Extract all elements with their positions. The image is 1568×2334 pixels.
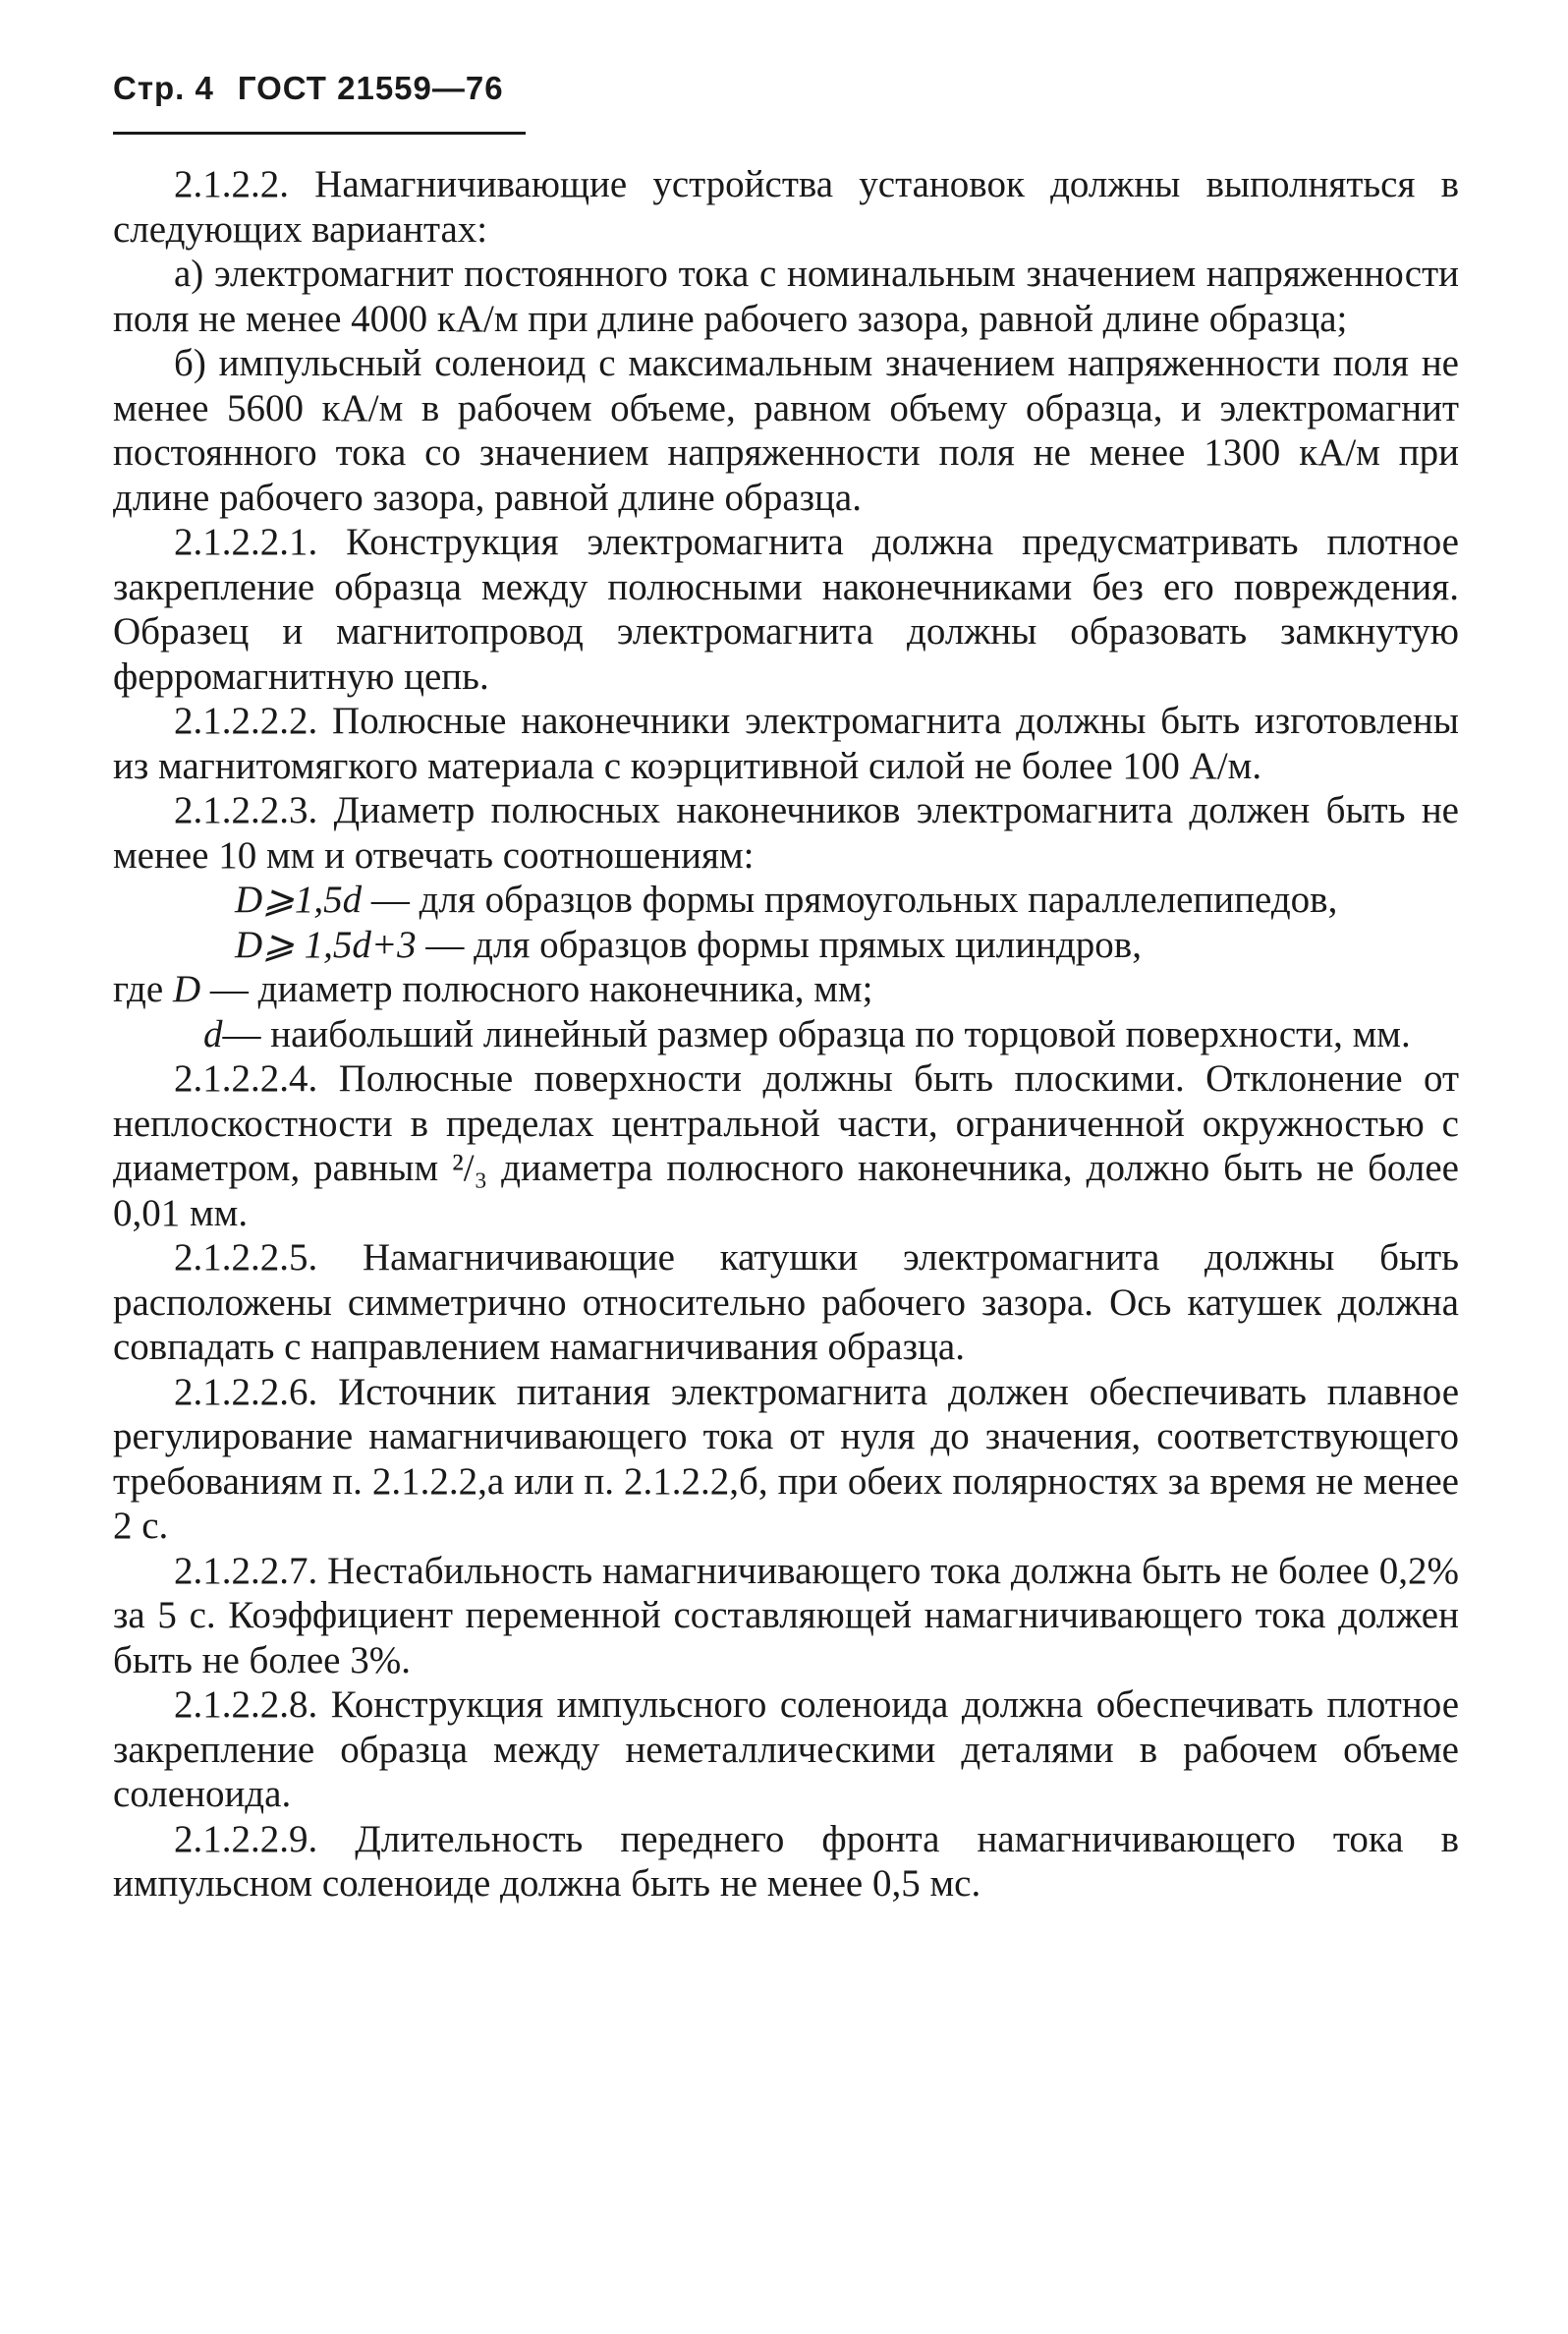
document-page: [113, 59, 1459, 1907]
where-D-symbol: D: [172, 968, 201, 1010]
formula-1-math: D⩾1,5d: [235, 879, 363, 921]
where-d-line: [113, 1012, 1459, 1057]
header-rule: [113, 132, 526, 135]
document-body: [113, 162, 1459, 1907]
paragraph-2-1-2-2-1: 2.1.2.2.1. Конструкция электромагнита должна предусматривать плотное закрепление образца между полюсными наконечниками без его повреждения. Образец и магнитопровод электромагнита должны образовать замкнутую ферромагнитную цепь.: [113, 521, 1459, 698]
paragraph-2-1-2-2-8: 2.1.2.2.8. Конструкция импульсного соленоида должна обеспечивать плотное закрепление образца между неметаллическими деталями в рабочем объеме соленоида.: [113, 1683, 1459, 1815]
paragraph-2-1-2-2-3: 2.1.2.2.3. Диаметр полюсных наконечников электромагнита должен быть не менее 10 мм и отвечать соотношениям:: [113, 789, 1459, 877]
where-label: где: [113, 968, 173, 1010]
paragraph-variant-a: а) электромагнит постоянного тока с номинальным значением напряженности поля не менее 4000 кА/м при длине рабочего зазора, равной длине образца;: [113, 253, 1459, 340]
where-d-text: — наибольший линейный размер образца по торцовой поверхности, мм.: [222, 1012, 1411, 1055]
paragraph-2-1-2-2-4: 2.1.2.2.4. Полюсные поверхности должны быть плоскими. Отклонение от неплоскостности в пределах центральной части, ограниченной окружностью с диаметром, равным ²/₃ диаметра полюсного наконечника, должно быть не более 0,01 мм.: [113, 1057, 1459, 1234]
paragraph-2-1-2-2: 2.1.2.2. Намагничивающие устройства установок должны выполняться в следующих вариантах:: [113, 163, 1459, 251]
paragraph-2-1-2-2-5: 2.1.2.2.5. Намагничивающие катушки электромагнита должны быть расположены симметрично относительно рабочего зазора. Ось катушек должна совпадать с направлением намагничивания образца.: [113, 1236, 1459, 1368]
paragraph-2-1-2-2-2: 2.1.2.2.2. Полюсные наконечники электромагнита должны быть изготовлены из магнитомягкого материала с коэрцитивной силой не более 100 А/м.: [113, 700, 1459, 787]
where-d-symbol: d: [203, 1012, 223, 1055]
where-D-text: — диаметр полюсного наконечника, мм;: [200, 968, 873, 1010]
paragraph-2-1-2-2-9: 2.1.2.2.9. Длительность переднего фронта намагничивающего тока в импульсном соленоиде должна быть не менее 0,5 мс.: [113, 1817, 1459, 1905]
standard-id: ГОСТ 21559—76: [237, 70, 504, 106]
formula-2-math: D⩾ 1,5d+3: [235, 923, 417, 966]
where-D-line: [113, 967, 1459, 1012]
formula-cylinder: [113, 923, 1459, 968]
formula-2-text: — для образцов формы прямых цилиндров,: [416, 923, 1142, 966]
paragraph-2-1-2-2-7: 2.1.2.2.7. Нестабильность намагничивающего тока должна быть не более 0,2% за 5 с. Коэффициент переменной составляющей намагничивающего тока должен быть не более 3%.: [113, 1549, 1459, 1681]
page-number: Стр. 4: [113, 70, 214, 106]
paragraph-variant-b: б) импульсный соленоид с максимальным значением напряженности поля не менее 5600 кА/м в рабочем объеме, равном объему образца, и электромагнит постоянного тока со значением напряженности поля не менее 1300 кА/м при длине рабочего зазора, равной длине образца.: [113, 342, 1459, 519]
formula-parallelepiped: [113, 878, 1459, 923]
formula-1-text: — для образцов формы прямоугольных параллелепипедов,: [362, 879, 1338, 921]
paragraph-2-1-2-2-6: 2.1.2.2.6. Источник питания электромагнита должен обеспечивать плавное регулирование намагничивающего тока от нуля до значения, соответствующего требованиям п. 2.1.2.2,а или п. 2.1.2.2,б, при обеих полярностях за время не менее 2 с.: [113, 1370, 1459, 1547]
page-header: [113, 59, 1459, 118]
